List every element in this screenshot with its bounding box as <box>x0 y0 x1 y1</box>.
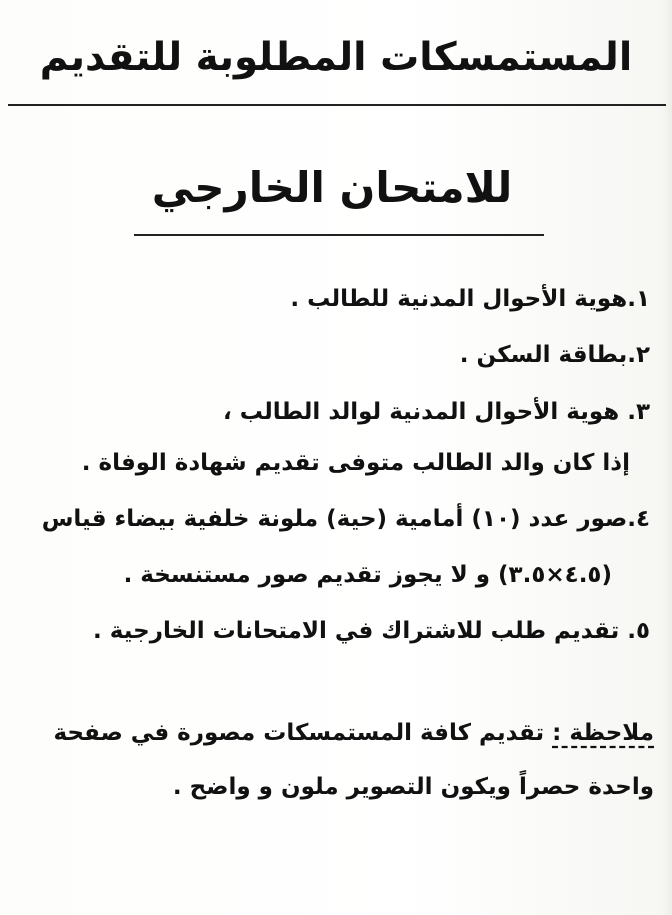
requirement-item-2: ٢.بطاقة السكن . <box>459 342 650 368</box>
page-edge-shadow <box>662 0 672 915</box>
subtitle-underline <box>134 234 544 236</box>
requirement-item-5: ٥. تقديم طلب للاشتراك في الامتحانات الخارجية . <box>93 618 650 644</box>
note-label: ملاحظة : <box>552 720 654 746</box>
requirement-item-3-continued: إذا كان والد الطالب متوفى تقديم شهادة الوفاة . <box>81 450 630 476</box>
note-line-1 <box>53 716 654 750</box>
note-line-2: واحدة حصراً ويكون التصوير ملون و واضح . <box>172 774 654 800</box>
requirement-item-1: ١.هوية الأحوال المدنية للطالب . <box>290 286 650 312</box>
page-subtitle: للامتحان الخارجي <box>151 163 513 212</box>
note-text: تقديم كافة المستمسكات مصورة في صفحة <box>53 720 553 746</box>
page-title: المستمسكات المطلوبة للتقديم <box>39 35 633 80</box>
title-underline <box>8 104 666 106</box>
requirement-item-4-continued: (٤.٥×٣.٥) و لا يجوز تقديم صور مستنسخة . <box>123 562 612 588</box>
requirement-item-3: ٣. هوية الأحوال المدنية لوالد الطالب ، <box>223 399 650 425</box>
requirement-item-4: ٤.صور عدد (١٠) أمامية (حية) ملونة خلفية بيضاء قياس <box>41 506 650 532</box>
